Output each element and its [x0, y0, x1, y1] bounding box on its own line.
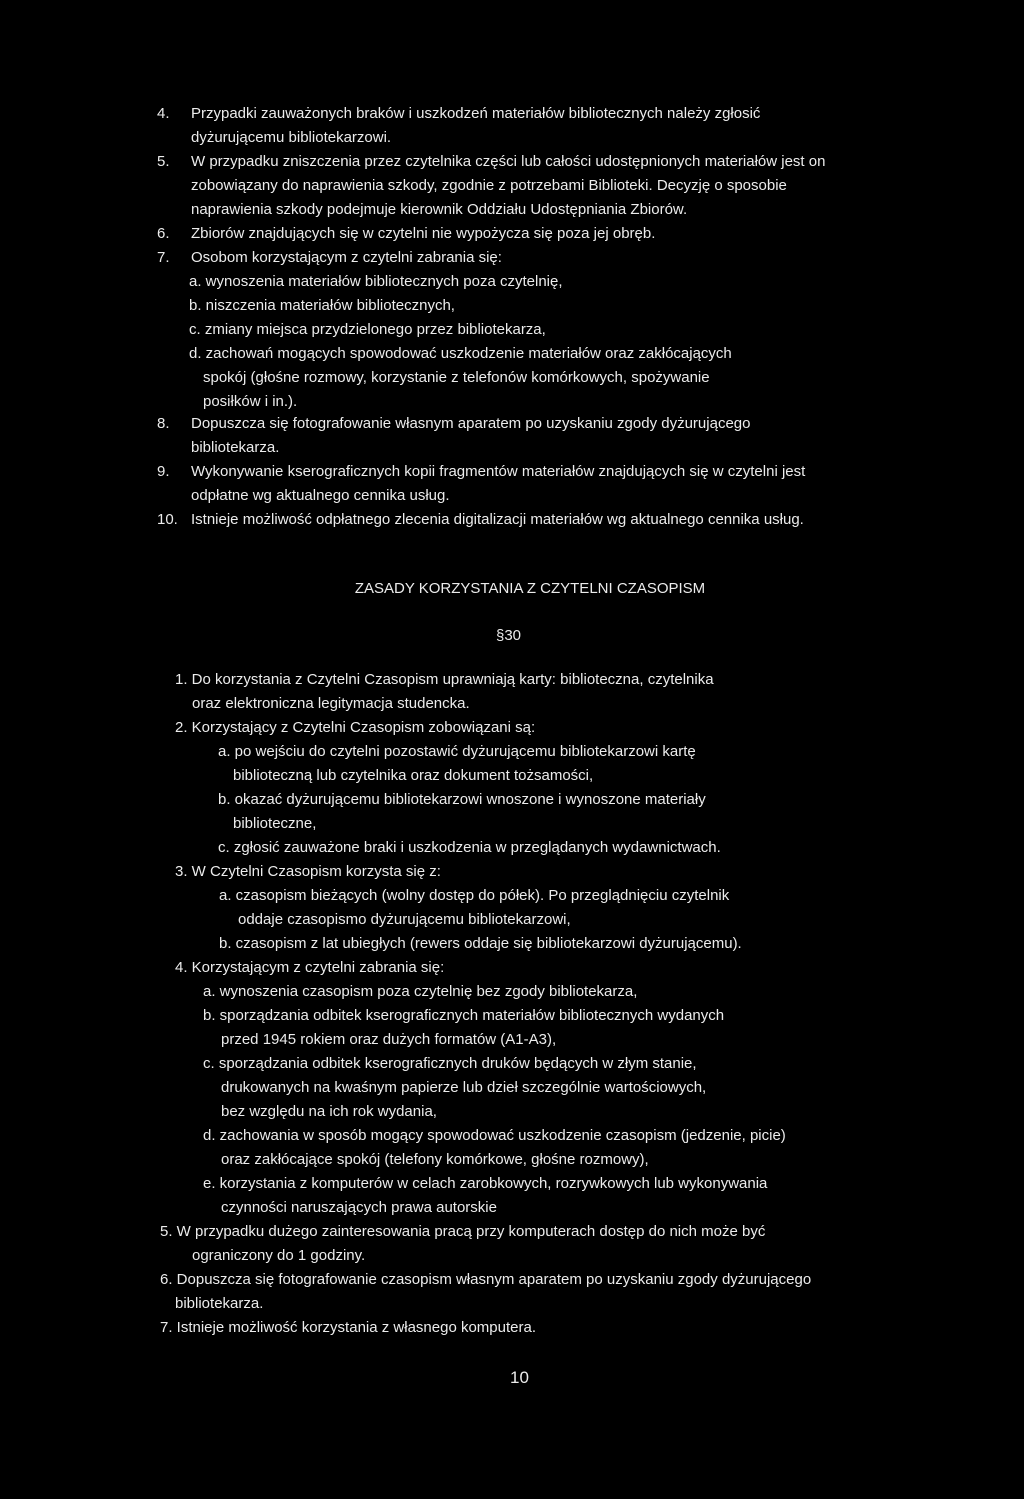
rule-text: Zbiorów znajdujących się w czytelni nie wypożycza się poza jej obręb. — [191, 225, 656, 242]
rule-2-item-c: c. zgłosić zauważone braki i uszkodzenia w przeglądanych wydawnictwach. — [218, 839, 721, 856]
rule-1: 1. Do korzystania z Czytelni Czasopism uprawniają karty: biblioteczna, czytelnika — [175, 671, 714, 688]
rule-text-continuation: naprawienia szkody podejmuje kierownik Oddziału Udostępniania Zbiorów. — [191, 201, 688, 218]
rule-text: Wykonywanie kserograficznych kopii fragmentów materiałów znajdujących się w czytelni jest — [191, 463, 806, 480]
rule-text-continuation: oddaje czasopismo dyżurującemu bibliotekarzowi, — [238, 911, 571, 928]
rule-6: 6. Dopuszcza się fotografowanie czasopism własnym aparatem po uzyskaniu zgody dyżurującego — [160, 1271, 812, 1288]
rule-text-continuation: bibliotekarza. — [175, 1295, 264, 1312]
rule-number: 4. — [157, 105, 170, 122]
rule-7-item-c: c. zmiany miejsca przydzielonego przez bibliotekarza, — [189, 321, 546, 338]
rule-2-item-b: b. okazać dyżurującemu bibliotekarzowi wnoszone i wynoszone materiały — [218, 791, 706, 808]
rule-number: 10. — [157, 511, 178, 528]
rule-text: W przypadku zniszczenia przez czytelnika części lub całości udostępnionych materiałów jest on — [191, 153, 826, 170]
rule-text-continuation: spokój (głośne rozmowy, korzystanie z telefonów komórkowych, spożywanie — [203, 369, 710, 386]
rule-4-item-b: b. sporządzania odbitek kserograficznych materiałów bibliotecznych wydanych — [203, 1007, 725, 1024]
rule-text: Dopuszcza się fotografowanie własnym aparatem po uzyskaniu zgody dyżurującego — [191, 415, 751, 432]
rule-text-continuation: posiłków i in.). — [203, 393, 298, 410]
rule-text-continuation: biblioteczną lub czytelnika oraz dokument tożsamości, — [233, 767, 594, 784]
rule-text-continuation: ograniczony do 1 godziny. — [192, 1247, 366, 1264]
rule-4: 4. Korzystającym z czytelni zabrania się: — [175, 959, 445, 976]
rule-7-item-b: b. niszczenia materiałów bibliotecznych, — [189, 297, 455, 314]
rule-text-continuation: biblioteczne, — [233, 815, 317, 832]
rule-2-item-a: a. po wejściu do czytelni pozostawić dyżurującemu bibliotekarzowi kartę — [218, 743, 696, 760]
rule-number: 7. — [157, 249, 170, 266]
rule-number: 5. — [157, 153, 170, 170]
rule-text-continuation: oraz zakłócające spokój (telefony komórkowe, głośne rozmowy), — [221, 1151, 649, 1168]
section-title: ZASADY KORZYSTANIA Z CZYTELNI CZASOPISM — [354, 580, 706, 597]
rule-number: 9. — [157, 463, 170, 480]
rule-text: Osobom korzystającym z czytelni zabrania się: — [191, 249, 502, 266]
rule-text-continuation: odpłatne wg aktualnego cennika usług. — [191, 487, 450, 504]
rule-text-continuation: bez względu na ich rok wydania, — [221, 1103, 437, 1120]
rule-text-continuation: zobowiązany do naprawienia szkody, zgodnie z potrzebami Biblioteki. Decyzję o sposobie — [191, 177, 787, 194]
rule-text: Istnieje możliwość odpłatnego zlecenia digitalizacji materiałów wg aktualnego cennika usług. — [191, 511, 804, 528]
rule-number: 8. — [157, 415, 170, 432]
rule-3-item-b: b. czasopism z lat ubiegłych (rewers oddaje się bibliotekarzowi dyżurującemu). — [219, 935, 742, 952]
rule-text-continuation: drukowanych na kwaśnym papierze lub dzieł szczególnie wartościowych, — [221, 1079, 707, 1096]
rule-5: 5. W przypadku dużego zainteresowania pracą przy komputerach dostęp do nich może być — [160, 1223, 766, 1240]
rule-7-item-a: a. wynoszenia materiałów bibliotecznych poza czytelnię, — [189, 273, 563, 290]
rule-text-continuation: dyżurującemu bibliotekarzowi. — [191, 129, 392, 146]
rule-text-continuation: bibliotekarza. — [191, 439, 280, 456]
rule-2: 2. Korzystający z Czytelni Czasopism zobowiązani są: — [175, 719, 536, 736]
rule-7: 7. Istnieje możliwość korzystania z własnego komputera. — [160, 1319, 536, 1336]
page-number: 10 — [510, 1368, 529, 1387]
paragraph-number: §30 — [496, 627, 522, 644]
rule-number: 6. — [157, 225, 170, 242]
rule-text-continuation: czynności naruszających prawa autorskie — [221, 1199, 497, 1216]
rule-text-continuation: oraz elektroniczna legitymacja studencka. — [192, 695, 470, 712]
rule-7-item-d: d. zachowań mogących spowodować uszkodzenie materiałów oraz zakłócających — [189, 345, 732, 362]
rule-text-continuation: przed 1945 rokiem oraz dużych formatów (A1-A3), — [221, 1031, 557, 1048]
rule-3-item-a: a. czasopism bieżących (wolny dostęp do półek). Po przeglądnięciu czytelnik — [219, 887, 730, 904]
rule-3: 3. W Czytelni Czasopism korzysta się z: — [175, 863, 441, 880]
rule-4-item-c: c. sporządzania odbitek kserograficznych druków będących w złym stanie, — [203, 1055, 697, 1072]
rule-text: Przypadki zauważonych braków i uszkodzeń materiałów bibliotecznych należy zgłosić — [191, 105, 761, 122]
rule-4-item-d: d. zachowania w sposób mogący spowodować uszkodzenie czasopism (jedzenie, picie) — [203, 1127, 786, 1144]
rule-4-item-a: a. wynoszenia czasopism poza czytelnię bez zgody bibliotekarza, — [203, 983, 638, 1000]
rule-4-item-e: e. korzystania z komputerów w celach zarobkowych, rozrywkowych lub wykonywania — [203, 1175, 768, 1192]
